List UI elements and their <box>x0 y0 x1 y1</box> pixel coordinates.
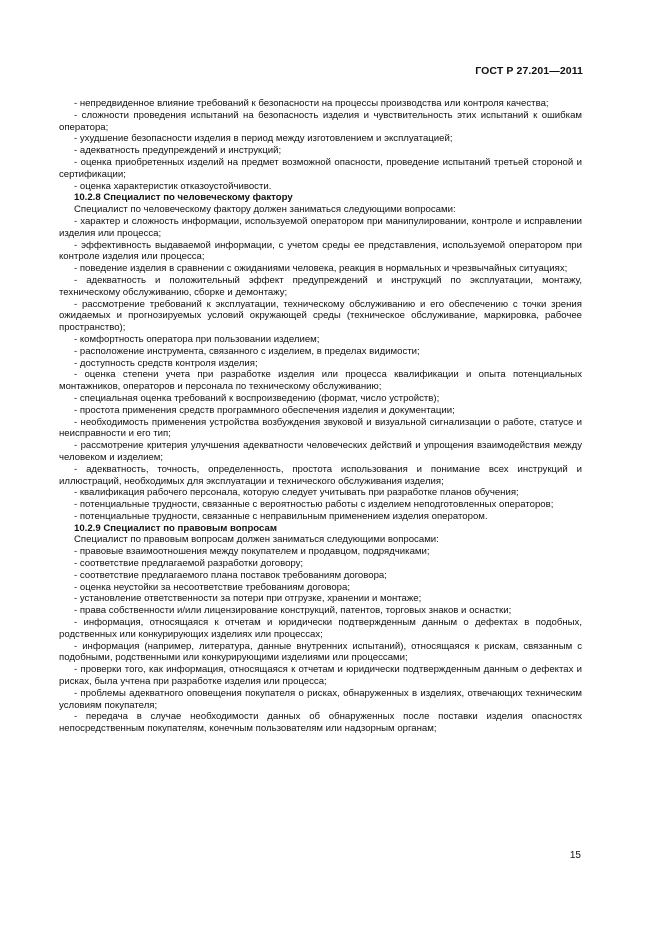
list-item: - рассмотрение критерия улучшения адекватности человеческих действий и упрощения взаимодействия между человеком и изделием; <box>59 440 582 463</box>
list-item: - проблемы адекватного оповещения покупателя о рисках, обнаруженных в изделиях, отвечающих техническим условиям покупателя; <box>59 687 582 711</box>
list-item: - непредвиденное влияние требований к безопасности на процессы производства или контроля качества; <box>74 98 549 109</box>
list-item: - адекватность предупреждений и инструкций; <box>74 145 282 157</box>
list-item: - оценка степени учета при разработке изделия или процесса квалификации и опыта потенциальных монтажников, операторов и персонала по техническому обслуживанию; <box>59 369 582 393</box>
list-item: - правовые взаимоотношения между покупателем и продавцом, подрядчиками; <box>74 546 430 558</box>
page-number: 15 <box>569 850 581 861</box>
section-intro: Специалист по правовым вопросам должен заниматься следующими вопросами: <box>74 534 439 546</box>
list-item: - адекватность, точность, определенность, простота использования и понимание всех инструкций и иллюстраций, необходимых для эксплуатации и технического обслуживания изделия; <box>59 463 582 487</box>
section-heading-10-2-9: 10.2.9 Специалист по правовым вопросам <box>74 522 277 534</box>
list-item: - адекватность и положительный эффект предупреждений и инструкций по эксплуатации, монтажу, техническому обслуживанию, сборке и демонтажу; <box>59 274 582 298</box>
document-id: ГОСТ Р 27.201—2011 <box>475 65 583 77</box>
list-item: - потенциальные трудности, связанные с вероятностью работы с изделием неподготовленных операторов; <box>74 499 554 511</box>
section-heading-10-2-8: 10.2.8 Специалист по человеческому фактору <box>74 192 293 204</box>
document-body <box>59 98 582 735</box>
list-item: - права собственности и/или лицензирование конструкций, патентов, торговых знаков и оснастки; <box>74 605 512 617</box>
list-item: - проверки того, как информация, относящаяся к отчетам и юридически подтвержденным данным о дефектах и рисках, была учтена при разработке изделия или процесса; <box>59 664 582 688</box>
list-item: - ухудшение безопасности изделия в период между изготовлением и эксплуатацией; <box>74 133 453 145</box>
list-item: - передача в случае необходимости данных об обнаруженных после поставки изделия опасностях непосредственным покупателям, конечным пользователям или надзорным органам; <box>59 711 582 735</box>
list-item: - сложности проведения испытаний на безопасность изделия и чувствительность этих испытаний к ошибкам оператора; <box>59 109 582 133</box>
list-item: - характер и сложность информации, используемой оператором при манипулировании, контроле и исправлении изделия или процесса; <box>59 215 582 239</box>
list-item: - соответствие предлагаемого плана поставок требованиям договора; <box>74 569 387 581</box>
list-item: - оценка характеристик отказоустойчивости. <box>74 180 272 192</box>
list-item: - информация (например, литература, данные внутренних испытаний), относящаяся к рискам, связанным с подобными, родственными или конкурирующими изделиями или процессами; <box>59 640 582 664</box>
list-item: - оценка неустойки за несоответствие требованиям договора; <box>74 581 351 593</box>
list-item: - информация, относящаяся к отчетам и юридически подтвержденным данным о дефектах в подобных, родственных или конкурирующих изделиях или процессах; <box>59 617 582 640</box>
list-item: - квалификация рабочего персонала, которую следует учитывать при разработке планов обучения; <box>74 487 519 499</box>
section-intro: Специалист по человеческому фактору должен заниматься следующими вопросами: <box>74 204 456 216</box>
list-item: - установление ответственности за потери при отгрузке, хранении и монтаже; <box>74 593 422 605</box>
list-item: - простота применения средств программного обеспечения изделия и документации; <box>74 404 455 416</box>
list-item: - комфортность оператора при пользовании изделием; <box>74 333 320 345</box>
list-item: - доступность средств контроля изделия; <box>74 357 258 369</box>
list-item: - соответствие предлагаемой разработки договору; <box>74 558 304 570</box>
list-item: - расположение инструмента, связанного с изделием, в пределах видимости; <box>74 345 420 357</box>
list-item: - специальная оценка требований к воспроизведению (формат, число устройств); <box>74 392 440 404</box>
list-item: - поведение изделия в сравнении с ожиданиями человека, реакция в нормальных и чрезвычайных ситуациях; <box>74 263 568 275</box>
list-item: - необходимость применения устройства возбуждения звуковой и визуальной сигнализации о работе, статусе и неисправности и его тип; <box>59 416 582 440</box>
list-item: - потенциальные трудности, связанные с неправильным применением изделия оператором. <box>74 510 488 522</box>
list-item: - оценка приобретенных изделий на предмет возможной опасности, проведение испытаний третьей стороной и сертификации; <box>59 156 582 180</box>
list-item: - эффективность выдаваемой информации, с учетом среды ее представления, используемой оператором при контроле изделия или процесса; <box>59 239 582 263</box>
list-item: - рассмотрение требований к эксплуатации, техническому обслуживанию и его обеспечению с точки зрения ожидаемых и прогнозируемых условий окружающей среды (техническое обслуживание, маркировка, рабочее пространство); <box>59 298 582 334</box>
